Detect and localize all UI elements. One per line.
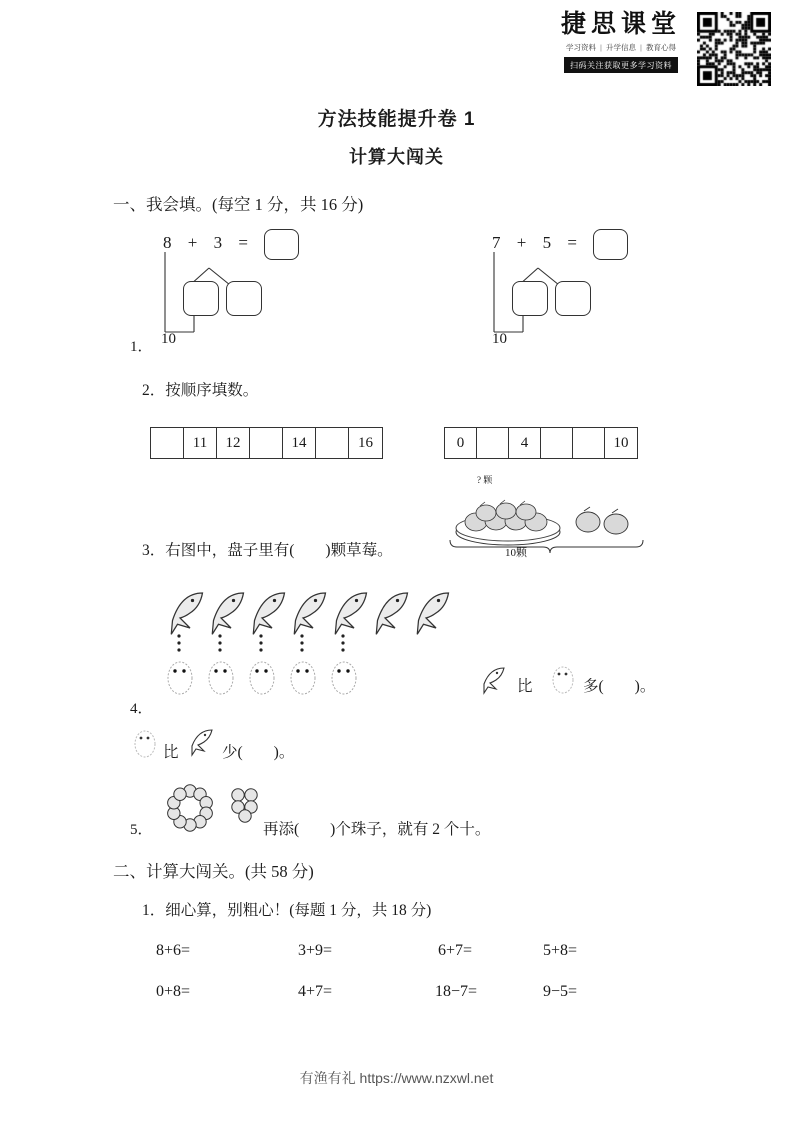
q3-number: 3．: [142, 542, 166, 559]
brand-logo-block: [551, 12, 783, 90]
q4-line2-tail[interactable]: 少( )。: [222, 744, 295, 761]
section2-q1-number: 1．: [142, 902, 166, 919]
number-cell[interactable]: 14: [283, 428, 316, 458]
q1-number: 1．: [130, 339, 153, 355]
number-cell[interactable]: [573, 428, 605, 458]
dot-connector: [341, 648, 344, 651]
penguin-icon: [250, 662, 274, 694]
q2-number-table-left[interactable]: [150, 427, 383, 459]
q4-line1-tail[interactable]: 多( )。: [583, 678, 656, 695]
calc-item[interactable]: 8+6=: [156, 942, 191, 959]
divider-icon: |: [640, 43, 642, 53]
q1-left-box-1[interactable]: [183, 281, 219, 316]
q1-left-equals: =: [238, 233, 248, 252]
number-cell[interactable]: 11: [184, 428, 217, 458]
dot-connector: [300, 648, 303, 651]
q3-text: 右图中，盘子里有( )颗草莓。: [165, 542, 393, 559]
section-2-heading: 二、计算大闯关。(共 58 分): [113, 862, 314, 881]
number-cell[interactable]: [541, 428, 573, 458]
q4-line1-compare-word: 比: [517, 678, 533, 695]
dot-connector: [341, 634, 344, 637]
q2-number-table-right[interactable]: [444, 427, 638, 459]
divider-icon: |: [600, 43, 602, 53]
number-cell[interactable]: [151, 428, 184, 458]
penguin-icon: [548, 663, 578, 695]
q1-right-box-1[interactable]: [512, 281, 548, 316]
brand-banner: 扫码关注获取更多学习资料: [564, 57, 678, 73]
calc-item[interactable]: 18−7=: [435, 983, 478, 1000]
q1-right-box-2[interactable]: [555, 281, 591, 316]
q1-right-plus: +: [516, 233, 527, 252]
brand-title: 捷思课堂: [560, 11, 681, 38]
bead-icon: [245, 789, 257, 801]
penguin-icon: [130, 727, 160, 759]
q3-bracket-label: 10颗: [505, 547, 527, 559]
number-cell[interactable]: 10: [613, 434, 629, 451]
q2-prompt: [142, 378, 258, 400]
number-cell[interactable]: 4: [509, 428, 541, 458]
page-subtitle: 计算大闯关: [349, 147, 444, 167]
calc-item[interactable]: 4+7=: [298, 983, 333, 1000]
penguin-icon: [291, 662, 315, 694]
penguin-icon: [332, 662, 356, 694]
dot-connector: [259, 648, 262, 651]
q2-number: 2．: [142, 382, 166, 399]
dot-connector: [177, 648, 180, 651]
calc-item[interactable]: 0+8=: [156, 983, 191, 1000]
q4-animals-illustration: [165, 588, 465, 703]
penguin-icon: [209, 662, 233, 694]
bead-icon: [174, 788, 186, 800]
calc-item[interactable]: 5+8=: [543, 942, 578, 959]
dot-connector: [341, 641, 344, 644]
dolphin-icon: [478, 664, 512, 694]
dot-connector: [218, 641, 221, 644]
brand-subitems: [566, 42, 676, 53]
q1-right-equals: =: [567, 233, 577, 252]
brand-text-group: [551, 12, 691, 73]
number-cell[interactable]: 16: [358, 434, 373, 451]
dolphin-icon: [186, 726, 220, 758]
strawberry-illustration: [448, 480, 658, 555]
q1-left-plus: +: [187, 233, 198, 252]
dolphin-icon: [335, 593, 366, 634]
q2-text: 按顺序填数。: [165, 382, 259, 399]
section2-q1-prompt: [142, 898, 431, 920]
calc-item[interactable]: 6+7=: [438, 942, 473, 959]
number-cell[interactable]: [477, 428, 509, 458]
page-title: 方法技能提升卷 1: [317, 109, 476, 130]
dot-connector: [259, 634, 262, 637]
brand-subitem-1: 升学信息: [606, 43, 636, 53]
dot-connector: [218, 634, 221, 637]
section2-q1-text: 细心算，别粗心！(每题 1 分，共 18 分): [165, 902, 432, 919]
dolphin-icon: [376, 593, 407, 634]
dot-connector: [177, 634, 180, 637]
q1-left-box-2[interactable]: [226, 281, 262, 316]
footer-watermark: 有渔有礼 https://www.nzxwl.net: [299, 1070, 494, 1086]
q1-right-bracket-label: 10: [492, 331, 507, 347]
q1-left-bracket-label: 10: [161, 331, 176, 347]
dot-connector: [218, 648, 221, 651]
section-1-heading: 一、我会填。(每空 1 分，共 16 分): [113, 195, 364, 214]
dolphin-icon: [294, 593, 325, 634]
q4-number: 4．: [130, 701, 153, 717]
number-cell[interactable]: 12: [217, 428, 250, 458]
brand-subitem-0: 学习资料: [566, 43, 597, 53]
q5-text[interactable]: 再添( )个珠子，就有 2 个十。: [263, 821, 491, 838]
bead-icon: [239, 810, 251, 822]
q4-line2-compare-word: 比: [163, 744, 179, 761]
number-cell[interactable]: [316, 428, 349, 458]
calc-item[interactable]: 9−5=: [543, 983, 578, 1000]
q1-left-operand-a: 8: [163, 233, 172, 252]
q3-plate-label: ? 颗: [477, 475, 493, 485]
penguin-icon: [168, 662, 192, 694]
dot-connector: [300, 634, 303, 637]
qr-code-icon: [697, 12, 771, 86]
brand-subitem-2: 教育心得: [645, 43, 676, 53]
q1-right-operand-b: 5: [542, 233, 552, 252]
q5-number: 5．: [130, 822, 153, 838]
dolphin-icon: [171, 593, 202, 634]
dot-connector: [300, 641, 303, 644]
dot-connector: [177, 641, 180, 644]
number-cell[interactable]: [250, 428, 283, 458]
q1-left-operand-b: 3: [213, 233, 223, 252]
dolphin-icon: [253, 593, 284, 634]
dolphin-icon: [212, 593, 243, 634]
calc-item[interactable]: 3+9=: [298, 942, 333, 959]
number-cell[interactable]: 0: [445, 428, 477, 458]
q1-right-operand-a: 7: [492, 233, 501, 252]
bead-icon: [232, 789, 244, 801]
dolphin-icon: [417, 593, 448, 634]
dot-connector: [259, 641, 262, 644]
q3-prompt: [142, 538, 393, 560]
